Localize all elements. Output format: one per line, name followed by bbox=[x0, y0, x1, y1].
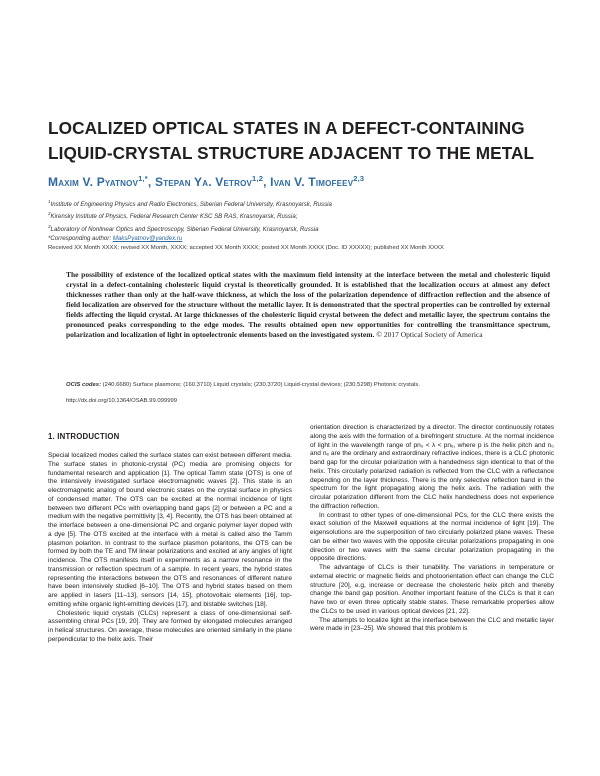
paragraph: In contrast to other types of one-dimensional PCs, for the CLC there exists the exact solution of the Maxwell equations at the normal incidence of light [19]. The eigensolutions are the superposition of two circularly polarized plane waves. These can be either two waves with the opposite circular polarizations propagating in one direction or two waves with the same circular polarization propagating in the opposite directions. bbox=[310, 511, 554, 563]
affiliation-2 bbox=[48, 209, 548, 221]
author-3-affil: 2,3 bbox=[353, 174, 365, 183]
section-heading: 1. INTRODUCTION bbox=[48, 432, 120, 441]
corresponding-label: *Corresponding author: bbox=[48, 235, 113, 243]
affiliation-2-text: Kirensky Institute of Physics, Federal Research Center KSC SB RAS, Krasnoyarsk, Russia; bbox=[50, 213, 298, 221]
paragraph: The advantage of CLCs is their tunability. The variations in temperature or external electric or magnetic fields and photoorientation effect can change the CLC structure [20], e.g, increase or decrease the cholesteric helix pitch and thereby change the band gap position. Another important feature of the CLCs is that it can have two or even three optically stable states. These remarkable properties allow the CLCs to be used in various optical devices [21, 22]. bbox=[310, 564, 554, 615]
abstract bbox=[66, 270, 550, 340]
paragraph: Cholesteric liquid crystals (CLCs) represent a class of one-dimensional self-assembling chiral PCs [19, 20]. They are formed by elongated molecules arranged in helical structures. On average, these molecules are oriented similarly in the plane perpendicular to the helix axis. Their bbox=[48, 609, 292, 643]
paragraph: The attempts to localize light at the interface between the CLC and metallic layer were made in [23–25]. We showed that this problem is bbox=[310, 616, 554, 633]
author-1: Maxim V. Pyatnov bbox=[48, 175, 139, 189]
copyright-notice: © 2017 Optical Society of America bbox=[376, 329, 483, 339]
author-2-affil: 1,2 bbox=[252, 174, 264, 183]
author-separator: , bbox=[263, 175, 271, 189]
corresponding-author bbox=[48, 234, 548, 243]
affiliation-2-num: 2 bbox=[48, 211, 51, 217]
affiliation-1-num: 1 bbox=[48, 199, 51, 204]
affiliation-1-text: Institute of Engineering Physics and Radio Electronics, Siberian Federal University, Krasnoyarsk, Russia bbox=[50, 201, 332, 209]
paragraph: Special localized modes called the surface states can exist between different media. The surface states in photonic-crystal (PC) media are promising objects for fundamental research and application [1]. The optical Tamm state (OTS) is one of the intensively investigated surface electromagnetic waves [2]. This state is an electromagnetic analog of bound electronic states on the crystal surface in physics of condensed matter. The OTS can be excited at the normal incidence of light between two different PCs with overlapping band gaps [2] or between a PC and a medium with the negative permittivity [3, 4]. Recently, the OTS has been obtained at the interface between a one-dimensional PC and organic polymer layer doped with a dye [5]. The OTS excited at the interface with a metal is called also the Tamm plasmon polariton. In contrast to the surface plasmon polaritons, the OTS can be formed by both the TE and TM linear polarizations and excited at any angles of light incidence. The OTS manifests itself in experiments as a narrow resonance in the transmission or reflection spectrum of a sample. In recent years, the hybrid states representing the interactions between the OTS and resonances of different nature have been intensively studied [6–10]. The OTS and hybrid states based on them are applied in lasers [11–13], sensors [14, 15], photovoltaic elements [16], top-emitting white organic light-emitting devices [17], and bistable switches [18]. bbox=[48, 452, 292, 608]
title-line-2: LIQUID-CRYSTAL STRUCTURE ADJACENT TO THE METAL bbox=[48, 143, 535, 163]
author-list bbox=[48, 174, 364, 189]
affiliation-3-num: 3 bbox=[48, 223, 51, 229]
author-3: Ivan V. Timofeev bbox=[270, 175, 354, 189]
author-1-affil: 1,* bbox=[138, 174, 148, 183]
doi-link[interactable]: http://dx.doi.org/10.1364/OSAB.99.099999 bbox=[66, 398, 178, 404]
abstract-text: The possibility of existence of the localized optical states with the maximum field intensity at the interface between the metal and cholesteric liquid crystal in a defect-containing cholesteric liquid crystal is theoretically grounded. It is established that the localization occurs at almost any defect thicknesses rather than only at the half-wave thickness, at which the loss of the polarization dependence of diffraction reflection and the absence of field localization are observed for the structure without the metallic layer. It is demonstrated that the spectral properties can be controlled by external fields affecting the liquid crystal. At large thicknesses of the cholesteric liquid crystal between the defect and metallic layer, the spectrum contains the pronounced peaks corresponding to the edge modes. The results obtained open new opportunities for controlling the transmittance spectrum, polarization and localization of light in optoelectronic elements based on the investigated system. bbox=[66, 270, 550, 339]
title-line-1: LOCALIZED OPTICAL STATES IN A DEFECT-CONTAINING bbox=[48, 118, 525, 138]
paragraph: orientation direction is characterized by a director. The director continuously rotates along the axis with the formation of a birefringent structure. At the normal incidence of light in the wavelength range of pn₀ < λ < pnₑ, where p is the helix pitch and n₀ and nₑ are the ordinary and extraordinary refractive indices, there is a CLC photonic band gap for the circular polarization with a handedness sign identical to that of the helix. This circularly polarized radiation is reflected from the CLC with a reflectance depending on the layer thickness. There is the only selective reflection band in the spectrum for the light propagating along the helix axis. The radiation with the circular polarization different from the CLC helix handedness does not experience the diffraction reflection. bbox=[310, 424, 554, 510]
ocis-text: (240.6680) Surface plasmons; (160.3710) Liquid crystals; (230.3720) Liquid-crystal devices; (230.5298) Photonic crystals. bbox=[102, 382, 420, 388]
ocis-label: OCIS codes: bbox=[66, 382, 102, 388]
affiliation-3 bbox=[48, 222, 548, 234]
ocis-codes bbox=[66, 382, 420, 388]
left-column bbox=[48, 452, 292, 645]
author-2: Stepan Ya. Vetrov bbox=[154, 175, 253, 189]
received-dates: Received XX Month XXXX; revised XX Month, XXXX; accepted XX Month XXXX; posted XX Month XXXX (Doc. ID XXXXX); published XX Month XXXX bbox=[48, 245, 444, 251]
affiliation-1 bbox=[48, 197, 548, 209]
affiliation-3-text: Laboratory of Nonlinear Optics and Spectroscopy, Siberian Federal University, Krasnoyarsk, Russia bbox=[50, 225, 319, 233]
author-separator: , bbox=[147, 175, 155, 189]
affiliations bbox=[48, 197, 548, 244]
right-column bbox=[310, 424, 554, 634]
corresponding-email-link[interactable]: MaksPyatnov@yandex.ru bbox=[112, 235, 183, 243]
paper-title bbox=[48, 116, 558, 166]
